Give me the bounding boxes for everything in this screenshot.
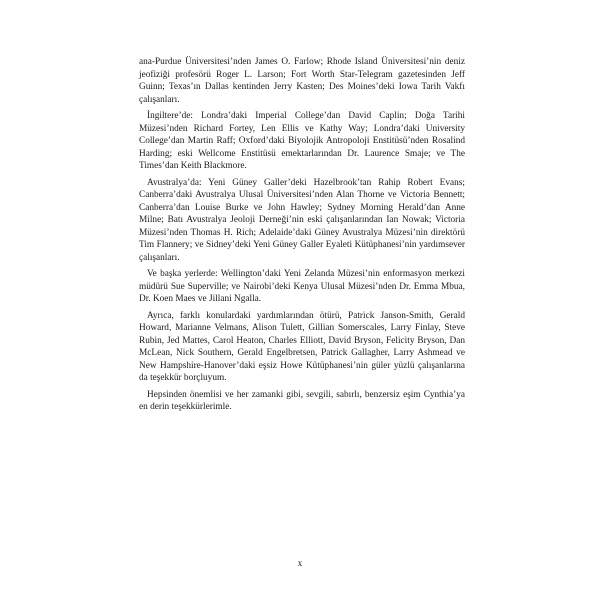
page-number: x [297,558,303,568]
paragraph-final-thanks: Hepsinden önemlisi ve her zamanki gibi, sevgili, sabırlı, benzersiz eşim Cynthia’ya en derin teşekkürlerimle. [139,389,465,412]
paragraph-australia: Avustralya’da: Yeni Güney Galler’deki Hazelbrook’tan Rahip Robert Evans; Canberra’daki Avustralya Ulusal Üniversitesi’nden Alan Thorne ve Victoria Bennett; Canberra’dan Louise Burke ve John Hawley; Sydney Morning Herald’dan Anne Milne; Batı Avustralya Jeoloji Derneği’nin eski çalışanlarından Ian Nowak; Victoria Müzesi’nden Thomas H. Rich; Adelaide’daki Güney Avustralya Müzesi’nin direktörü Tim Flannery; ve Sidney’deki Yeni Güney Galler Eyaleti Kütüphanesi’nin yardımsever çalışanları. [139,177,465,263]
paragraph-also-thanks: Ayrıca, farklı konulardaki yardımlarından ötürü, Patrick Janson-Smith, Gerald Howard, Marianne Velmans, Alison Tulett, Gillian Somerscales, Larry Finlay, Steve Rubin, Jed Mattes, Carol Heaton, Charles Elliott, David Bryson, Felicity Bryson, Dan McLean, Nick Southern, Gerald Engelbretsen, Patrick Gallagher, Larry Ashmead ve New Hampshire-Hanover’daki eşsiz Howe Kütüphanesi’nin güler yüzlü çalışanlarına da teşekkür borçluyum. [139,310,465,383]
paragraph-us-contributors: ana-Purdue Üniversitesi’nden James O. Farlow; Rhode Island Üniversitesi’nin deniz jeofiziği profesörü Roger L. Larson; Fort Worth Star-Telegram gazetesinden Jeff Guinn; Texas’ın Dallas kentinden Jerry Kasten; Des Moines’deki Iowa Tarih Vakfı çalışanları. [139,57,465,105]
acknowledgements-text [139,56,465,418]
paragraph-england: İngiltere’de: Londra’daki Imperial College’dan David Caplin; Doğa Tarihi Müzesi’nden Richard Fortey, Len Ellis ve Kathy Way; Londra’daki University College’dan Martin Raff; Oxford’daki Biyolojik Antropoloji Enstitüsü’nden Rosalind Harding; eski Wellcome Enstitüsü emektarlarından Dr. Laurence Smaje; ve The Times’dan Keith Blackmore. [139,111,465,171]
paragraph-elsewhere: Ve başka yerlerde: Wellington’daki Yeni Zelanda Müzesi’nin enformasyon merkezi müdürü Sue Superville; ve Nairobi’deki Kenya Ulusal Müzesi’nden Dr. Emma Mbua, Dr. Koen Maes ve Jillani Ngalla. [139,269,465,304]
